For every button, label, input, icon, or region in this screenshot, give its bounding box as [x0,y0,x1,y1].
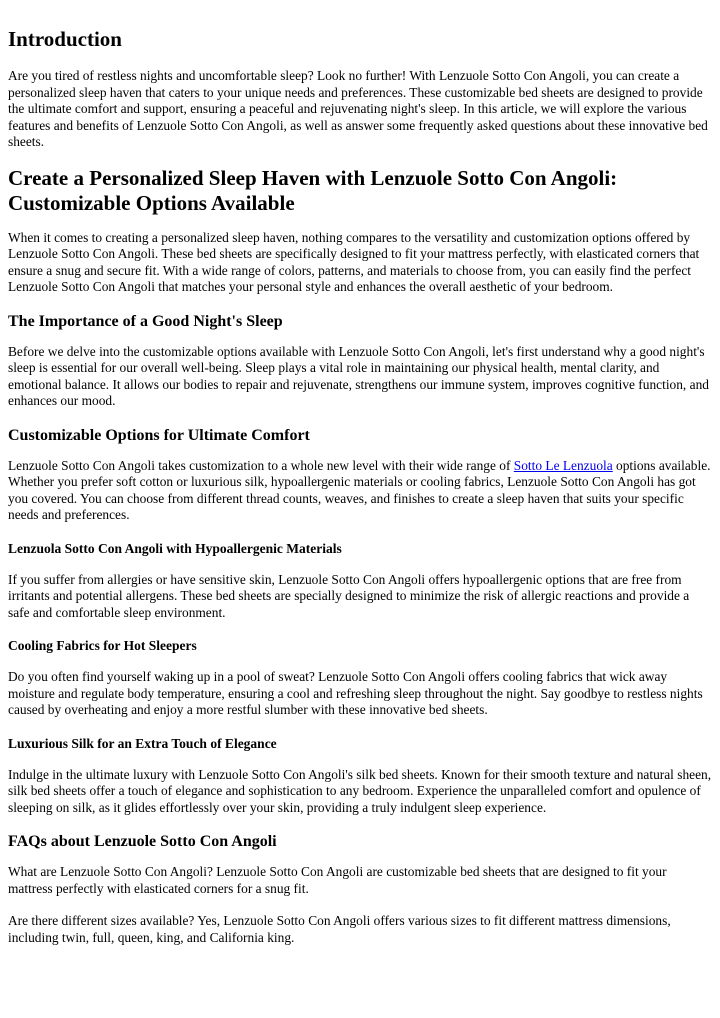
options-text-before-link: Lenzuole Sotto Con Angoli takes customization to a whole new level with their wide range of [8,457,514,473]
options-text-after-link: options available. Whether you prefer soft cotton or luxurious silk, hypoallergenic materials or cooling fabrics, Lenzuole Sotto Con Angoli has got you covered. You can choose from different thread counts, weaves, and finishes to create a sleep haven that suits your specific needs and preferences. [8,457,711,522]
silk-heading: Luxurious Silk for an Extra Touch of Elegance [8,735,277,751]
intro-heading: Introduction [8,27,122,51]
importance-heading: The Importance of a Good Night's Sleep [8,312,283,330]
faq-item: Are there different sizes available? Yes, Lenzuole Sotto Con Angoli offers various sizes to fit different mattress dimensions, including twin, full, queen, king, and California king. [8,913,671,945]
haven-paragraph: When it comes to creating a personalized sleep haven, nothing compares to the versatility and customization options offered by Lenzuole Sotto Con Angoli. These bed sheets are specifically designed to fit your mattress perfectly, with elasticated corners that ensure a snug and secure fit. With a wide range of colors, patterns, and materials to choose from, you can easily find the perfect Lenzuole Sotto Con Angoli that matches your personal style and enhances the overall aesthetic of your bedroom. [8,229,700,294]
options-paragraph [8,458,712,524]
options-heading: Customizable Options for Ultimate Comfort [8,426,310,444]
faqs-heading: FAQs about Lenzuole Sotto Con Angoli [8,833,277,850]
hypoallergenic-heading: Lenzuola Sotto Con Angoli with Hypoallergenic Materials [8,540,342,556]
sotto-le-lenzuola-link[interactable]: Sotto Le Lenzuola [513,457,613,473]
cooling-paragraph: Do you often find yourself waking up in a pool of sweat? Lenzuole Sotto Con Angoli offers cooling fabrics that wick away moisture and regulate body temperature, ensuring a cool and refreshing sleep throughout the night. Say goodbye to restless nights caused by overheating and enjoy a more restful slumber with these innovative bed sheets. [8,669,703,717]
silk-paragraph: Indulge in the ultimate luxury with Lenzuole Sotto Con Angoli's silk bed sheets. Known for their smooth texture and natural sheen, silk bed sheets offer a touch of elegance and sophistication to any bedroom. Experience the unparalleled comfort and opulence of sleeping on silk, as it glides effortlessly over your skin, providing a truly indulgent sleep experience. [8,766,712,815]
hypoallergenic-paragraph: If you suffer from allergies or have sensitive skin, Lenzuole Sotto Con Angoli offers hypoallergenic options that are free from irritants and potential allergens. These bed sheets are specially designed to minimize the risk of allergic reactions and provide a safe and comfortable sleep environment. [8,571,690,620]
faq-item: What are Lenzuole Sotto Con Angoli? Lenzuole Sotto Con Angoli are customizable bed sheets that are designed to fit your mattress perfectly with elasticated corners for a snug fit. [8,864,667,896]
intro-paragraph: Are you tired of restless nights and uncomfortable sleep? Look no further! With Lenzuole Sotto Con Angoli, you can create a personalized sleep haven that caters to your unique needs and preferences. These customizable bed sheets are designed to provide the ultimate comfort and support, ensuring a peaceful and rejuvenating night's sleep. In this article, we will explore the various features and benefits of Lenzuole Sotto Con Angoli, as well as answer some frequently asked questions about these innovative bed sheets. [8,68,708,149]
importance-paragraph: Before we delve into the customizable options available with Lenzuole Sotto Con Angoli, let's first understand why a good night's sleep is essential for our overall well-being. Sleep plays a vital role in maintaining our physical health, mental clarity, and emotional balance. It allows our bodies to repair and rejuvenate, strengthens our immune system, improves cognitive function, and enhances our mood. [8,343,709,408]
haven-heading: Create a Personalized Sleep Haven with Lenzuole Sotto Con Angoli: Customizable Options Available [8,165,618,215]
cooling-heading: Cooling Fabrics for Hot Sleepers [8,638,197,653]
